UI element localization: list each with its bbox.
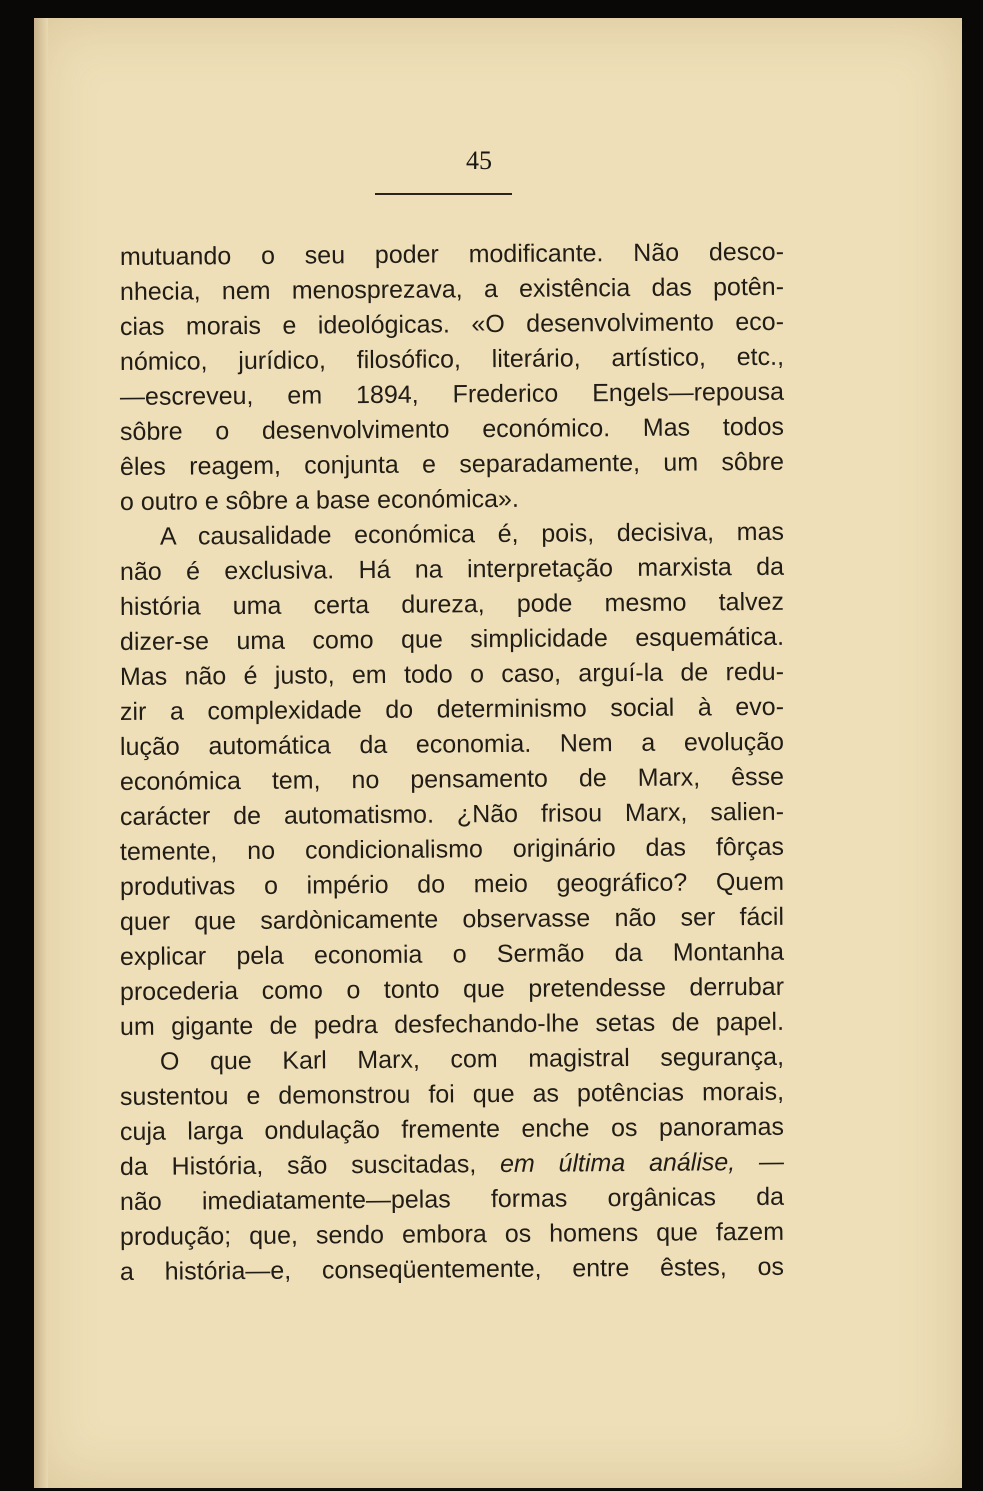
text-line: um gigante de pedra desfechando-lhe setas de papel. bbox=[119, 1007, 785, 1041]
text-line: nómico, jurídico, filosófico, literário, artístico, etc., bbox=[119, 342, 785, 376]
italic-phrase: em última análise, bbox=[499, 1148, 736, 1179]
text-line: não é exclusiva. Há na interpretação marxista da bbox=[119, 552, 785, 586]
text-line: sôbre o desenvolvimento económico. Mas todos bbox=[119, 412, 785, 446]
text-line: produção; que, sendo embora os homens que fazem bbox=[119, 1217, 785, 1251]
text-line: económica tem, no pensamento de Marx, êsse bbox=[119, 762, 785, 796]
text-line: explicar pela economia o Sermão da Montanha bbox=[119, 937, 785, 971]
line-text: da História, são suscitadas, bbox=[119, 1150, 501, 1181]
page-number-rule bbox=[375, 193, 512, 195]
page-gutter bbox=[34, 18, 48, 1488]
text-line: zir a complexidade do determinismo social à evo- bbox=[119, 692, 785, 726]
text-line: lução automática da economia. Nem a evolução bbox=[119, 727, 785, 761]
line-text: — bbox=[735, 1147, 785, 1177]
text-line: cuja larga ondulação fremente enche os panoramas bbox=[119, 1112, 785, 1146]
text-line: cias morais e ideológicas. «O desenvolvimento eco- bbox=[119, 307, 785, 341]
page-number: 45 bbox=[466, 146, 492, 175]
text-line: temente, no condicionalismo originário das fôrças bbox=[119, 832, 785, 866]
text-line: Mas não é justo, em todo o caso, arguí-la de redu- bbox=[119, 657, 785, 691]
text-line: carácter de automatismo. ¿Não frisou Marx, salien- bbox=[119, 797, 785, 831]
text-line: o outro e sôbre a base económica». bbox=[119, 484, 519, 516]
text-line: não imediatamente—pelas formas orgânicas da bbox=[119, 1182, 785, 1216]
text-line: dizer-se uma como que simplicidade esquemática. bbox=[119, 622, 785, 656]
text-line: —escreveu, em 1894, Frederico Engels—repousa bbox=[119, 377, 785, 411]
text-line: quer que sardònicamente observasse não ser fácil bbox=[119, 902, 785, 936]
text-line: história uma certa dureza, pode mesmo talvez bbox=[119, 587, 785, 621]
text-line: nhecia, nem menosprezava, a existência das potên- bbox=[119, 272, 785, 306]
text-line: mutuando o seu poder modificante. Não desco- bbox=[119, 237, 785, 271]
book-page bbox=[34, 18, 962, 1488]
paragraph-first-line: O que Karl Marx, com magistral segurança, bbox=[159, 1042, 785, 1076]
paragraph-first-line: A causalidade económica é, pois, decisiva, mas bbox=[159, 517, 785, 551]
text-line: êles reagem, conjunta e separadamente, um sôbre bbox=[119, 447, 785, 481]
text-line: sustentou e demonstrou foi que as potências morais, bbox=[119, 1077, 785, 1111]
text-line-with-italic bbox=[120, 1145, 784, 1185]
body-text bbox=[119, 237, 785, 1290]
text-line: a história—e, conseqüentemente, entre êstes, os bbox=[119, 1252, 785, 1286]
text-line: procederia como o tonto que pretendesse derrubar bbox=[119, 972, 785, 1006]
text-line: produtivas o império do meio geográfico? Quem bbox=[119, 867, 785, 901]
